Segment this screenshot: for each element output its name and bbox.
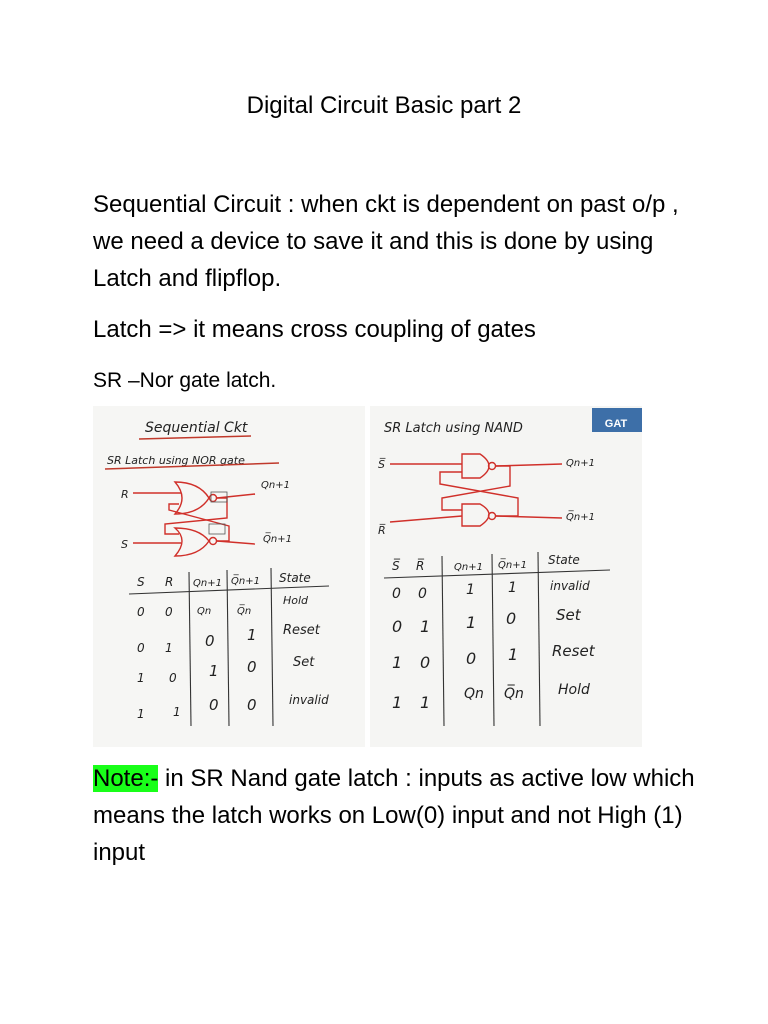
nand-heading: SR Latch using NAND [384,421,523,436]
nand-header-s: S̅ [392,559,400,573]
nor-header-qbar: Q̅n+1 [231,576,260,587]
nand-cell: 1 [508,645,519,664]
nor-cell: 1 [173,705,181,719]
nand-header-qbar: Q̅n+1 [498,560,527,571]
nor-cell: 1 [209,662,219,680]
sequential-circuit-paragraph: Sequential Circuit : when ckt is dependent on past o/p , we need a device to save it and this is done by using Latch and flipflop. [93,191,679,292]
nand-cell: 1 [466,582,475,598]
nand-cell: 0 [506,609,517,628]
nand-cell: 0 [392,617,403,636]
sr-nor-heading: SR –Nor gate latch. [93,369,277,392]
latch-paragraph: Latch => it means cross coupling of gates [93,316,536,343]
nor-cell: 0 [205,632,215,650]
nand-latch-drawing [370,406,642,747]
nand-cell: Hold [558,682,590,698]
nand-cell: 1 [508,580,517,596]
nor-header-q: Qn+1 [193,578,222,589]
nor-cell: Qn [197,606,212,617]
nand-cell: Qn [464,686,484,702]
nor-cell: 0 [165,605,173,619]
nor-input-s: S [121,538,128,551]
nand-header-state: State [548,553,580,567]
nand-cell: 0 [466,649,477,668]
nor-header-s: S [137,575,145,589]
channel-logo-text: GAT [604,418,628,430]
nand-cell: Q̅n [504,686,524,702]
nor-header-state: State [279,571,311,585]
page-title: Digital Circuit Basic part 2 [246,92,522,119]
nor-cell: 1 [137,707,145,721]
nor-out-q: Qn+1 [261,480,290,491]
nand-cell: 0 [420,653,431,672]
nand-cell: 0 [418,586,427,602]
nor-cell: 0 [137,641,145,655]
nor-subheading: SR Latch using NOR gate [107,454,245,467]
nor-cell: 0 [247,658,257,676]
nand-cell: 1 [466,613,477,632]
nor-cell: invalid [289,693,329,707]
nand-input-r: R̅ [378,524,386,537]
nor-cell: 1 [165,641,173,655]
nand-cell: 1 [420,617,431,636]
nand-cell: 1 [420,693,431,712]
nand-header-q: Qn+1 [454,562,483,573]
nand-input-s: S̅ [378,458,385,471]
nor-cell: 1 [247,626,257,644]
nor-latch-drawing [93,406,365,747]
nor-out-qbar: Q̅n+1 [263,534,292,545]
nand-cell: invalid [550,579,590,593]
note-label: Note:- [93,765,159,792]
nor-cell: 1 [137,671,145,685]
nand-cell: 0 [392,586,401,602]
nor-cell: Hold [283,594,309,607]
note-text: in SR Nand gate latch : inputs as active low which means the latch works on Low(0) input and not High (1) input [93,765,695,866]
nor-cell: 0 [209,696,219,714]
nor-cell: 0 [169,671,177,685]
nor-latch-photo [93,406,365,747]
nand-out-qbar: Q̅n+1 [566,512,595,523]
nor-cell: Reset [283,623,320,638]
nor-input-r: R [121,488,129,501]
nor-heading: Sequential Ckt [145,420,248,436]
nor-header-r: R [165,575,174,589]
nand-out-q: Qn+1 [566,458,595,469]
nor-cell: 0 [247,696,257,714]
nor-cell: 0 [137,605,145,619]
nand-cell: Set [556,606,581,624]
nand-cell: 1 [392,653,403,672]
nand-header-r: R̅ [416,559,425,573]
nand-latch-photo [370,406,642,747]
nor-cell: Q̅n [237,606,252,617]
nand-cell: Reset [552,642,595,660]
note-paragraph [93,760,713,871]
nor-cell: Set [293,655,315,670]
nand-cell: 1 [392,693,403,712]
